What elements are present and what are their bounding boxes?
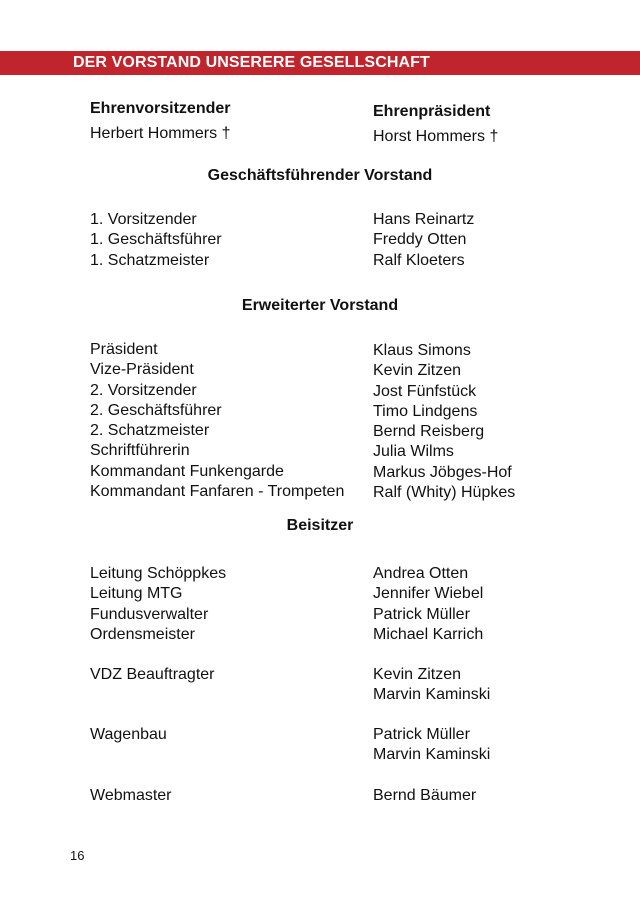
- assessor-roles-list: [90, 564, 226, 645]
- executive-name: Freddy Otten: [373, 231, 467, 249]
- extended-role: Vize-Präsident: [90, 361, 194, 379]
- assessor-role: Ordensmeister: [90, 625, 195, 643]
- extended-role: Kommandant Funkengarde: [90, 462, 284, 480]
- assessor-role: Leitung MTG: [90, 585, 183, 603]
- assessor-role: Leitung Schöppkes: [90, 565, 227, 582]
- extended-name: Ralf (Whity) Hüpkes: [373, 484, 516, 502]
- wagenbau-name: Marvin Kaminski: [373, 746, 491, 764]
- executive-role: 1. Vorsitzender: [90, 211, 197, 228]
- extended-role: Kommandant Fanfaren - Trompeten: [90, 483, 345, 501]
- wagenbau-role: Wagenbau: [90, 726, 167, 743]
- assessors-heading: Beisitzer: [286, 517, 354, 534]
- wagenbau-names-list: [373, 725, 490, 766]
- webmaster-name: Bernd Bäumer: [373, 787, 477, 804]
- extended-names-list: [373, 341, 515, 503]
- honorary-chairman-heading: Ehrenvorsitzender: [90, 100, 231, 117]
- honorary-president-heading: Ehrenpräsident: [373, 103, 491, 120]
- executive-names-list: [373, 210, 474, 271]
- assessor-name: Andrea Otten: [373, 565, 469, 582]
- assessor-name: Jennifer Wiebel: [373, 585, 484, 603]
- executive-roles-list: [90, 210, 222, 271]
- assessor-name: Patrick Müller: [373, 605, 470, 623]
- extended-name: Jost Fünfstück: [373, 382, 477, 400]
- honorary-president-name: Horst Hommers †: [373, 128, 499, 145]
- executive-board-heading: Geschäftsführender Vorstand: [207, 167, 433, 184]
- wagenbau-name: Patrick Müller: [373, 726, 470, 743]
- extended-role: 2. Vorsitzender: [90, 381, 197, 399]
- extended-name: Klaus Simons: [373, 342, 471, 359]
- assessor-name: Michael Karrich: [373, 625, 484, 643]
- page-number: 16: [70, 848, 85, 863]
- vdz-name: Kevin Zitzen: [373, 666, 462, 683]
- executive-name: Hans Reinartz: [373, 211, 475, 228]
- extended-role: 2. Geschäftsführer: [90, 401, 222, 419]
- section-banner: [0, 51, 640, 75]
- vdz-role: VDZ Beauftragter: [90, 666, 215, 683]
- vdz-names-list: [373, 665, 490, 706]
- executive-name: Ralf Kloeters: [373, 251, 465, 269]
- extended-name: Julia Wilms: [373, 443, 454, 461]
- extended-role: 2. Schatzmeister: [90, 422, 210, 440]
- extended-role: Schriftführerin: [90, 442, 190, 460]
- banner-title: DER VORSTAND UNSERERE GESELLSCHAFT: [73, 54, 430, 71]
- vdz-name: Marvin Kaminski: [373, 686, 491, 704]
- webmaster-role: Webmaster: [90, 787, 172, 804]
- extended-name: Kevin Zitzen: [373, 362, 462, 380]
- honorary-chairman-name: Herbert Hommers †: [90, 125, 231, 142]
- executive-role: 1. Geschäftsführer: [90, 231, 222, 249]
- extended-board-heading: Erweiterter Vorstand: [241, 297, 399, 314]
- extended-name: Bernd Reisberg: [373, 423, 485, 441]
- extended-role: Präsident: [90, 341, 158, 358]
- executive-role: 1. Schatzmeister: [90, 251, 210, 269]
- extended-roles-list: [90, 340, 344, 502]
- extended-name: Timo Lindgens: [373, 402, 478, 420]
- extended-name: Markus Jöbges-Hof: [373, 463, 512, 481]
- assessor-names-list: [373, 564, 483, 645]
- assessor-role: Fundusverwalter: [90, 605, 209, 623]
